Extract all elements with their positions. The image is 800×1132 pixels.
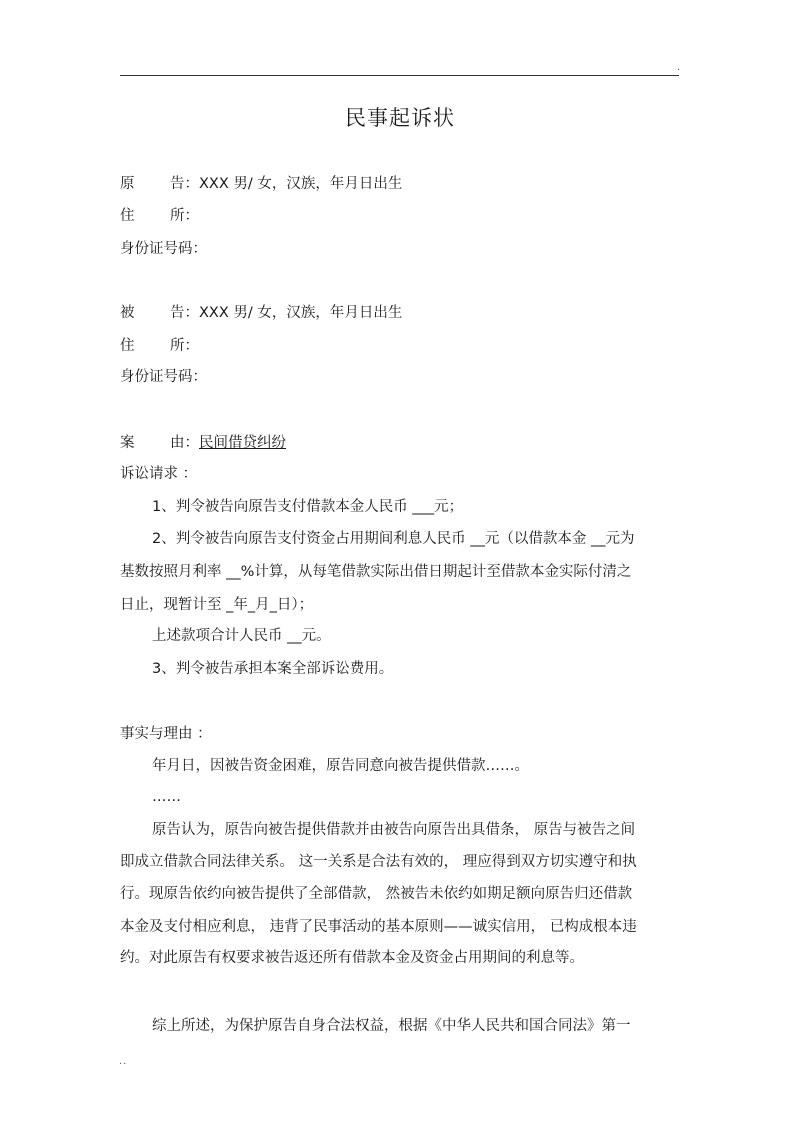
footer-mark: .. [119,1056,128,1067]
plaintiff-address-label-2: 所： [170,208,199,224]
defendant-label-2: 告： [170,305,199,321]
claim-item-1: 1、判令被告向原告支付借款本金人民币 ___元； [152,499,464,515]
conclusion-line: 综上所述，为保护原告自身合法权益，根据《中华人民共和国合同法》第一 [152,1018,631,1034]
facts-heading: 事实与理由 ： [120,726,212,742]
plaintiff-address-label-1: 住 [120,208,135,224]
claim-item-2-line-1: 2、判令被告向原告支付资金占用期间利息人民币 __元（以借款本金 __元为 [152,531,635,547]
facts-paragraph-1: 年月日，因被告资金困难，原告同意向被告提供借款……。 [152,758,529,774]
defendant-value: XXX 男/ 女，汉族，年月日出生 [199,305,403,321]
plaintiff-label-1: 原 [120,176,135,192]
defendant-address-label-2: 所： [170,338,199,354]
defendant-label-1: 被 [120,305,135,321]
facts-ellipsis: …… [152,789,181,805]
defendant-id-label: 身份证号码： [120,369,207,385]
facts-paragraph-2-line-5: 约。对此原告有权要求被告返还所有借款本金及资金占用期间的利息等。 [120,950,584,966]
facts-paragraph-2-line-4: 本金及支付相应利息， 违背了民事活动的基本原则——诚实信用， 已构成根本违 [120,919,637,935]
document-title: 民事起诉状 [345,106,455,130]
claims-heading: 诉讼请求 ： [120,466,198,482]
case-value: 民间借贷纠纷 [199,435,286,451]
plaintiff-id-label: 身份证号码： [120,241,207,257]
claims-total: 上述款项合计人民币 __元。 [152,628,331,644]
header-rule [120,75,679,76]
facts-paragraph-2-line-1: 原告认为，原告向被告提供借款并由被告向原告出具借条， 原告与被告之间 [152,822,636,838]
case-line [120,433,286,453]
defendant-address-label-1: 住 [120,338,135,354]
claim-item-2-line-3: 日止，现暂计至 _年_月_日）； [120,597,314,613]
defendant-address-line [120,336,199,356]
plaintiff-value: XXX 男/ 女，汉族，年月日出生 [199,176,403,192]
facts-paragraph-2-line-2: 即成立借款合同法律关系。 这一关系是合法有效的， 理应得到双方切实遵守和执 [120,854,637,870]
plaintiff-label-2: 告： [170,176,199,192]
claim-item-3: 3、判令被告承担本案全部诉讼费用。 [152,661,394,677]
case-label-2: 由： [170,435,199,451]
facts-paragraph-2-line-3: 行。现原告依约向被告提供了全部借款， 然被告未依约如期足额向原告归还借款 [120,886,633,902]
plaintiff-line [120,174,402,194]
claim-item-2-line-2: 基数按照月利率 __%计算，从每笔借款实际出借日期起计至借款本金实际付清之 [120,564,632,580]
corner-mark: . [677,62,681,73]
defendant-line [120,303,402,323]
case-label-1: 案 [120,435,135,451]
plaintiff-address-line [120,206,199,226]
